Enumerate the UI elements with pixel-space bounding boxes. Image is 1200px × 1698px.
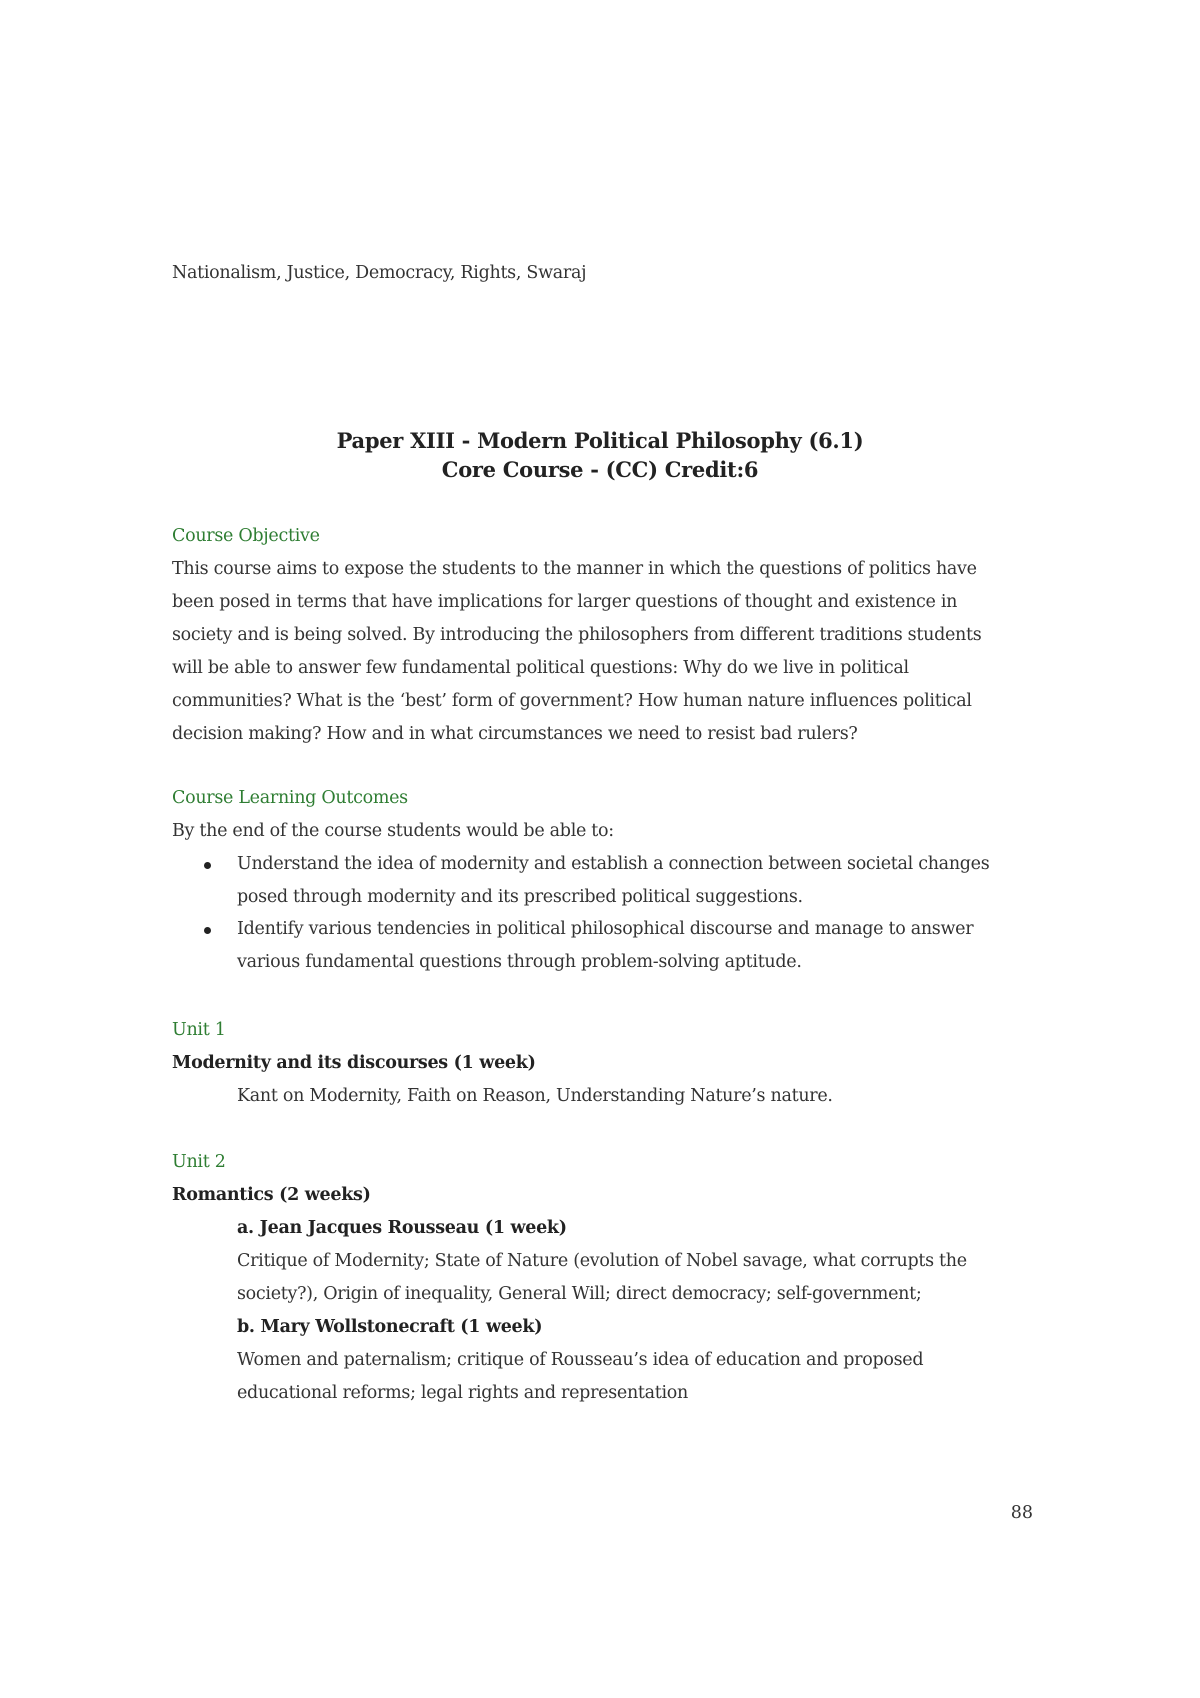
objective-line: communities? What is the ‘best’ form of government? How human nature influences political <box>172 691 972 711</box>
learning-outcomes-intro: By the end of the course students would be able to: <box>172 821 614 841</box>
outcome-item-line: Understand the idea of modernity and establish a connection between societal changes <box>237 854 990 874</box>
unit2-label: Unit 2 <box>172 1152 226 1172</box>
unit1-content: Kant on Modernity, Faith on Reason, Understanding Nature’s nature. <box>237 1086 833 1106</box>
unit1-heading: Modernity and its discourses (1 week) <box>172 1053 536 1073</box>
wollstonecraft-content-line: educational reforms; legal rights and representation <box>237 1383 689 1403</box>
rousseau-content-line: society?), Origin of inequality, General Will; direct democracy; self-government; <box>237 1284 922 1304</box>
unit1-label: Unit 1 <box>172 1020 226 1040</box>
objective-line: been posed in terms that have implications for larger questions of thought and existence in <box>172 592 958 612</box>
course-objective-heading: Course Objective <box>172 526 320 546</box>
objective-line: society and is being solved. By introducing the philosophers from different traditions students <box>172 625 982 645</box>
objective-line: This course aims to expose the students to the manner in which the questions of politics have <box>172 559 977 579</box>
outcome-item-line: posed through modernity and its prescribed political suggestions. <box>237 887 803 907</box>
objective-line: will be able to answer few fundamental political questions: Why do we live in political <box>172 658 909 678</box>
course-credit-title: Core Course - (CC) Credit:6 <box>441 457 759 482</box>
paper-title: Paper XIII - Modern Political Philosophy (6.1) <box>336 428 864 453</box>
bullet-icon <box>204 927 211 934</box>
rousseau-content-line: Critique of Modernity; State of Nature (evolution of Nobel savage, what corrupts the <box>237 1251 967 1271</box>
page-number: 88 <box>1010 1503 1033 1523</box>
unit2-heading: Romantics (2 weeks) <box>172 1185 371 1205</box>
bullet-icon <box>204 862 211 869</box>
learning-outcomes-heading: Course Learning Outcomes <box>172 788 408 808</box>
wollstonecraft-heading: b. Mary Wollstonecraft (1 week) <box>237 1317 543 1337</box>
rousseau-heading: a. Jean Jacques Rousseau (1 week) <box>237 1218 567 1238</box>
objective-line: decision making? How and in what circumstances we need to resist bad rulers? <box>172 724 858 744</box>
topic-list-line: Nationalism, Justice, Democracy, Rights, Swaraj <box>172 263 587 283</box>
outcome-item-line: Identify various tendencies in political philosophical discourse and manage to answer <box>237 919 974 939</box>
outcome-item-line: various fundamental questions through problem-solving aptitude. <box>237 952 802 972</box>
wollstonecraft-content-line: Women and paternalism; critique of Rousseau’s idea of education and proposed <box>237 1350 924 1370</box>
